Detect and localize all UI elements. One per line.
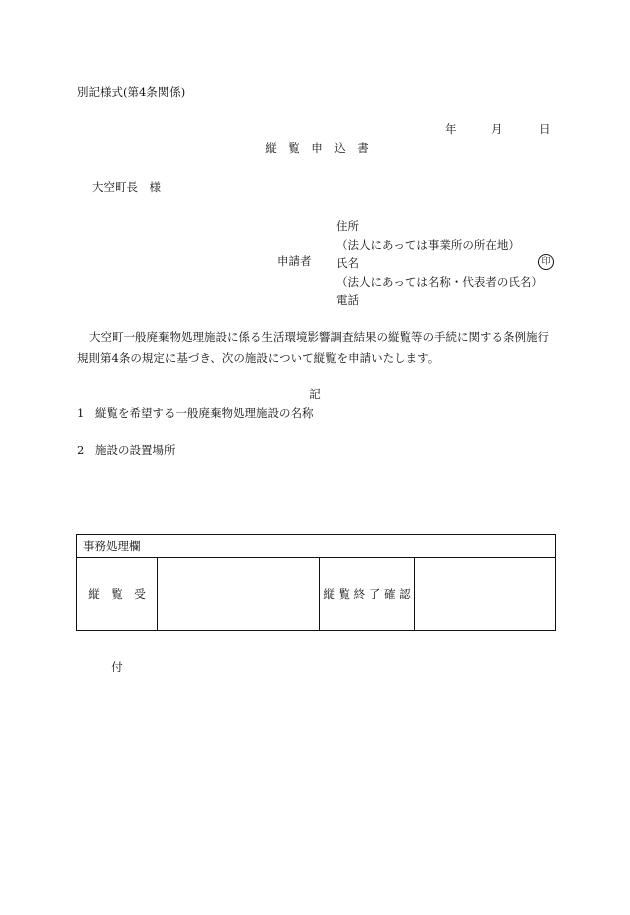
address-field[interactable]: 住所 (336, 219, 359, 233)
completion-label: 縦 覧 終 了 確 認 (320, 558, 415, 631)
item-label: 縦覧を希望する一般廃棄物処理施設の名称 (95, 406, 314, 420)
reception-cell[interactable] (158, 558, 320, 631)
item-number: 2 (77, 443, 85, 457)
document-title: 縦 覧 申 込 書 (265, 141, 369, 155)
item-number: 1 (77, 406, 85, 420)
name-note: （法人にあっては名称・代表者の氏名） (336, 274, 543, 289)
form-reference: 別記様式(第4条関係) (77, 85, 186, 99)
date-month: 月 (491, 122, 503, 136)
addressee: 大空町長 様 (92, 180, 161, 194)
list-item[interactable] (77, 442, 176, 458)
ki-heading: 記 (309, 387, 321, 401)
date-line (445, 121, 551, 137)
applicant-block (336, 217, 543, 310)
address-note: （法人にあっては事業所の所在地） (336, 237, 520, 252)
name-field[interactable]: 氏名 (336, 256, 359, 270)
item-label: 施設の設置場所 (95, 443, 176, 457)
body-text: 大空町一般廃棄物処理施設に係る生活環境影響調査結果の縦覧等の手続に関する条例施行規則第4条の規定に基づき、次の施設について縦覧を申請いたします。 (77, 330, 549, 365)
reception-label: 縦 覧 受 付 (77, 558, 158, 631)
office-use-table (76, 534, 556, 674)
date-day: 日 (539, 122, 551, 136)
date-year: 年 (445, 122, 457, 136)
completion-cell[interactable] (415, 558, 555, 631)
applicant-label: 申請者 (277, 254, 312, 268)
phone-field[interactable]: 電話 (336, 293, 359, 307)
list-item[interactable] (77, 405, 314, 421)
seal-icon: 印 (538, 254, 554, 270)
office-table-header: 事務処理欄 (77, 535, 555, 558)
